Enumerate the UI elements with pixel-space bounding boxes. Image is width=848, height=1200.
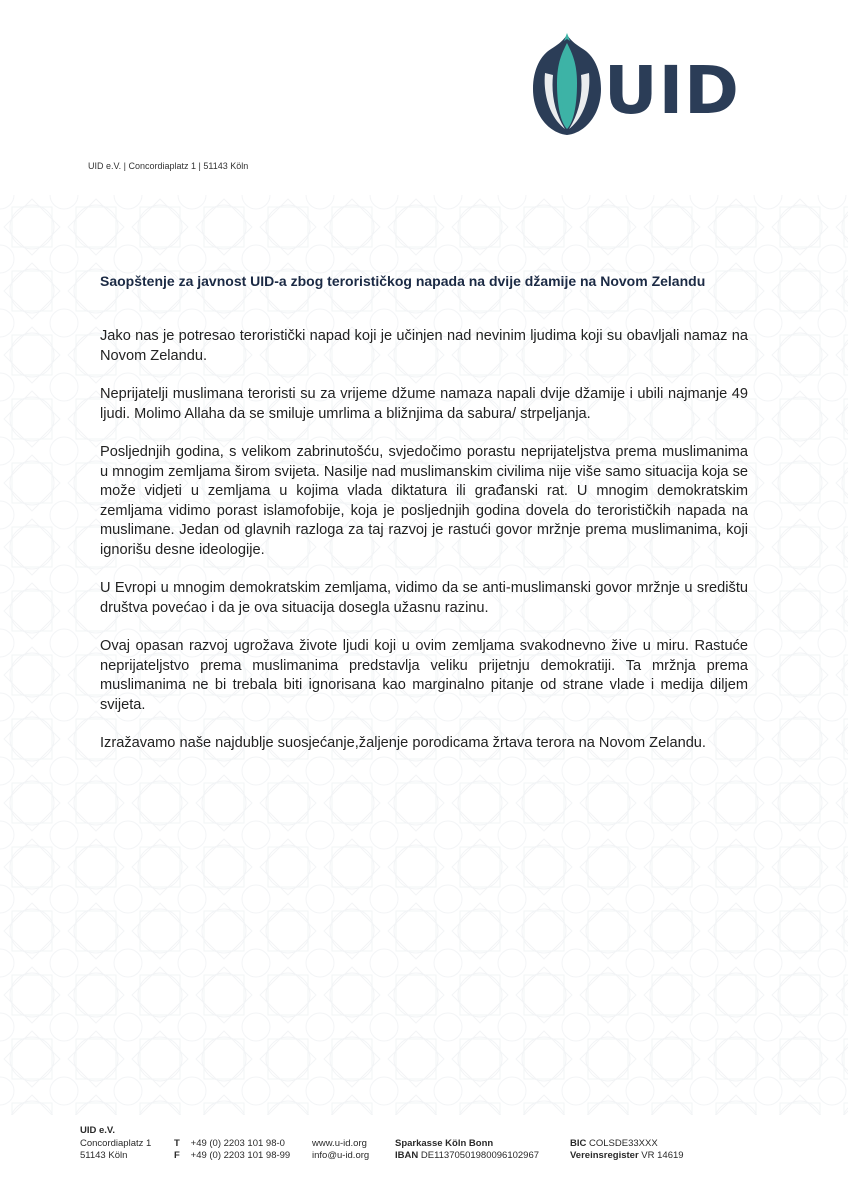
footer-fax: +49 (0) 2203 101 98-99 [190, 1150, 291, 1161]
paragraph: Posljednjih godina, s velikom zabrinutošću, svjedočimo porastu neprijateljstva prema muslimanima u mnogim zemljama širom svijeta. Nasilje nad muslimanskim civilima nije više samo situacija koja se može vidjeti u zemljama u kojima vlada diktatura ili građanski rat. U mnogim demokratskim zemljama vidimo porast islamofobije, koja je posljednjih godina dovela do terorističkih napada na muslimane. Jedan od glavnih razloga za taj razvoj je rastući govor mržnje prema muslimanima, koji ignorišu desne ideologije. [100, 444, 749, 558]
paragraph: Ovaj opasan razvoj ugrožava živote ljudi koji u ovim zemljama svakodnevno žive u miru. Rastuće neprijateljstvo prema muslimanima predstavlja veliku prijetnju demokratiji. Ta mržnja prema muslimanima ne bi trebala biti ignorisana kao marginalno pitanje od strane vlade i medija diljem svijeta. [100, 638, 748, 713]
footer-city: 51143 Köln [80, 1150, 128, 1161]
paragraph: Izražavamo naše najdublje suosjećanje,žaljenje porodicama žrtava terora na Novom Zelandu. [100, 735, 706, 751]
bic-label: BIC [570, 1137, 587, 1149]
paragraph: Neprijatelji muslimana teroristi su za vrijeme džume namaza napali dvije džamije i ubili najmanje 49 ljudi. Molimo Allaha da se smiluje umrlima a bližnjima da sabura/ strpeljanja. [100, 386, 748, 422]
fax-label: F [174, 1150, 180, 1161]
paragraph: U Evropi u mnogim demokratskim zemljama, vidimo da se anti-muslimanski govor mržnje u središtu društva povećao i da je ova situacija dosegla užasnu razinu. [100, 580, 748, 616]
paragraph: Jako nas je potresao teroristički napad koji je učinjen nad nevinim ljudima koji su obavljali namaz na Novom Zelandu. [100, 328, 748, 364]
footer-register: VR 14619 [641, 1150, 684, 1161]
footer-address [80, 1125, 151, 1163]
footer-org-name: UID e.V. [80, 1125, 116, 1136]
footer-bic-register [570, 1138, 684, 1163]
letter-body [100, 327, 748, 773]
footer-street: Concordiaplatz 1 [80, 1137, 152, 1149]
footer-phone: +49 (0) 2203 101 98-0 [190, 1137, 285, 1149]
press-release-title: Saopštenje za javnost UID-a zbog terorističkog napada na dvije džamije na Novom Zelandu [100, 273, 706, 289]
footer-bank-name: Sparkasse Köln Bonn [395, 1137, 494, 1149]
footer-web [312, 1138, 369, 1163]
footer-email-link[interactable]: info@u-id.org [312, 1150, 370, 1161]
footer-bank [395, 1138, 539, 1163]
iban-label: IBAN [395, 1150, 419, 1161]
phone-label: T [174, 1137, 180, 1149]
logo-wordmark: UID [604, 52, 740, 129]
footer-phone-fax [174, 1138, 290, 1163]
footer-iban: DE11370501980096102967 [420, 1150, 540, 1161]
footer-bic: COLSDE33XXX [589, 1137, 658, 1149]
sender-address-line: UID e.V. | Concordiaplatz 1 | 51143 Köln [88, 161, 249, 171]
register-label: Vereinsregister [570, 1150, 639, 1161]
footer-website-link[interactable]: www.u-id.org [312, 1137, 367, 1149]
